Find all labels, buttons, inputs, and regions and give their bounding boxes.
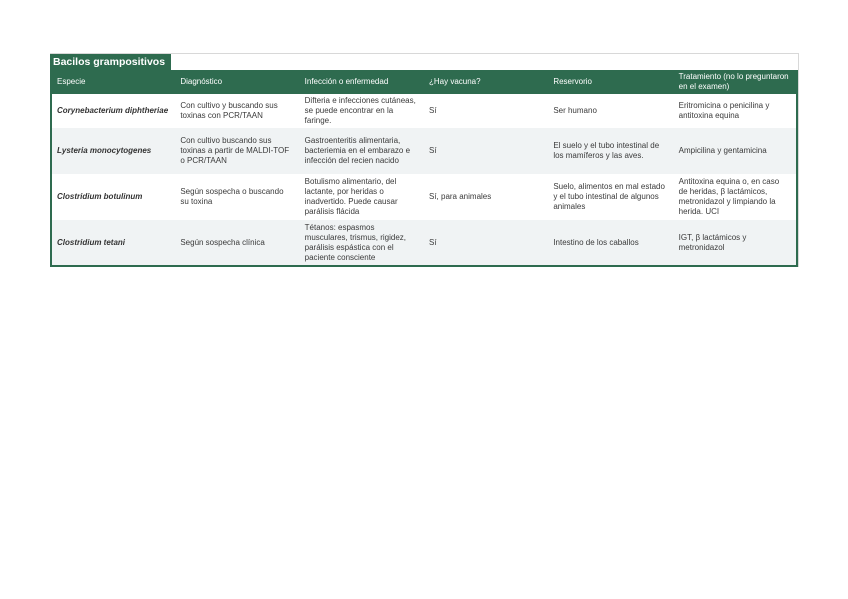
- header-reservorio: Reservorio: [548, 70, 673, 94]
- cell-diagnosis: Con cultivo buscando sus toxinas a partir de MALDI-TOF o PCR/TAAN: [175, 128, 299, 174]
- table-row: [51, 128, 797, 174]
- bacilli-table: [50, 70, 798, 267]
- cell-vaccine: Sí: [424, 220, 548, 266]
- cell-disease: Tétanos: espasmos musculares, trismus, rigidez, parálisis espástica con el paciente consciente: [300, 220, 424, 266]
- cell-vaccine: Sí: [424, 94, 548, 128]
- cell-species: Lysteria monocytogenes: [51, 128, 175, 174]
- cell-treatment: IGT, β lactámicos y metronidazol: [674, 220, 797, 266]
- table-row: [51, 220, 797, 266]
- table-header-row: [51, 70, 797, 94]
- table-row: [51, 94, 797, 128]
- header-especie: Especie: [51, 70, 175, 94]
- cell-reservoir: El suelo y el tubo intestinal de los mamíferos y las aves.: [548, 128, 673, 174]
- cell-disease: Botulismo alimentario, del lactante, por heridas o inadvertido. Puede causar parálisis flácida: [300, 174, 424, 220]
- cell-species: Corynebacterium diphtheriae: [51, 94, 175, 128]
- header-tratamiento: Tratamiento (no lo preguntaron en el examen): [674, 70, 797, 94]
- spreadsheet-table-block: [50, 53, 799, 267]
- cell-diagnosis: Con cultivo y buscando sus toxinas con PCR/TAAN: [175, 94, 299, 128]
- cell-treatment: Antitoxina equina o, en caso de heridas, β lactámicos, metronidazol y limpiando la herida. UCI: [674, 174, 797, 220]
- cell-species: Clostridium botulinum: [51, 174, 175, 220]
- header-vacuna: ¿Hay vacuna?: [424, 70, 548, 94]
- header-infeccion: Infección o enfermedad: [300, 70, 424, 94]
- cell-treatment: Eritromicina o penicilina y antitoxina equina: [674, 94, 797, 128]
- cell-reservoir: Intestino de los caballos: [548, 220, 673, 266]
- table-title-bar: [50, 54, 798, 70]
- cell-reservoir: Suelo, alimentos en mal estado y el tubo intestinal de algunos animales: [548, 174, 673, 220]
- table-row: [51, 174, 797, 220]
- cell-disease: Gastroenteritis alimentaria, bacteriemia en el embarazo e infección del recien nacido: [300, 128, 424, 174]
- cell-vaccine: Sí: [424, 128, 548, 174]
- cell-treatment: Ampicilina y gentamicina: [674, 128, 797, 174]
- cell-disease: Difteria e infecciones cutáneas, se puede encontrar en la faringe.: [300, 94, 424, 128]
- cell-diagnosis: Según sospecha clínica: [175, 220, 299, 266]
- header-diagnostico: Diagnóstico: [175, 70, 299, 94]
- cell-reservoir: Ser humano: [548, 94, 673, 128]
- table-title: Bacilos grampositivos: [50, 54, 171, 70]
- cell-vaccine: Sí, para animales: [424, 174, 548, 220]
- cell-diagnosis: Según sospecha o buscando su toxina: [175, 174, 299, 220]
- cell-species: Clostridium tetani: [51, 220, 175, 266]
